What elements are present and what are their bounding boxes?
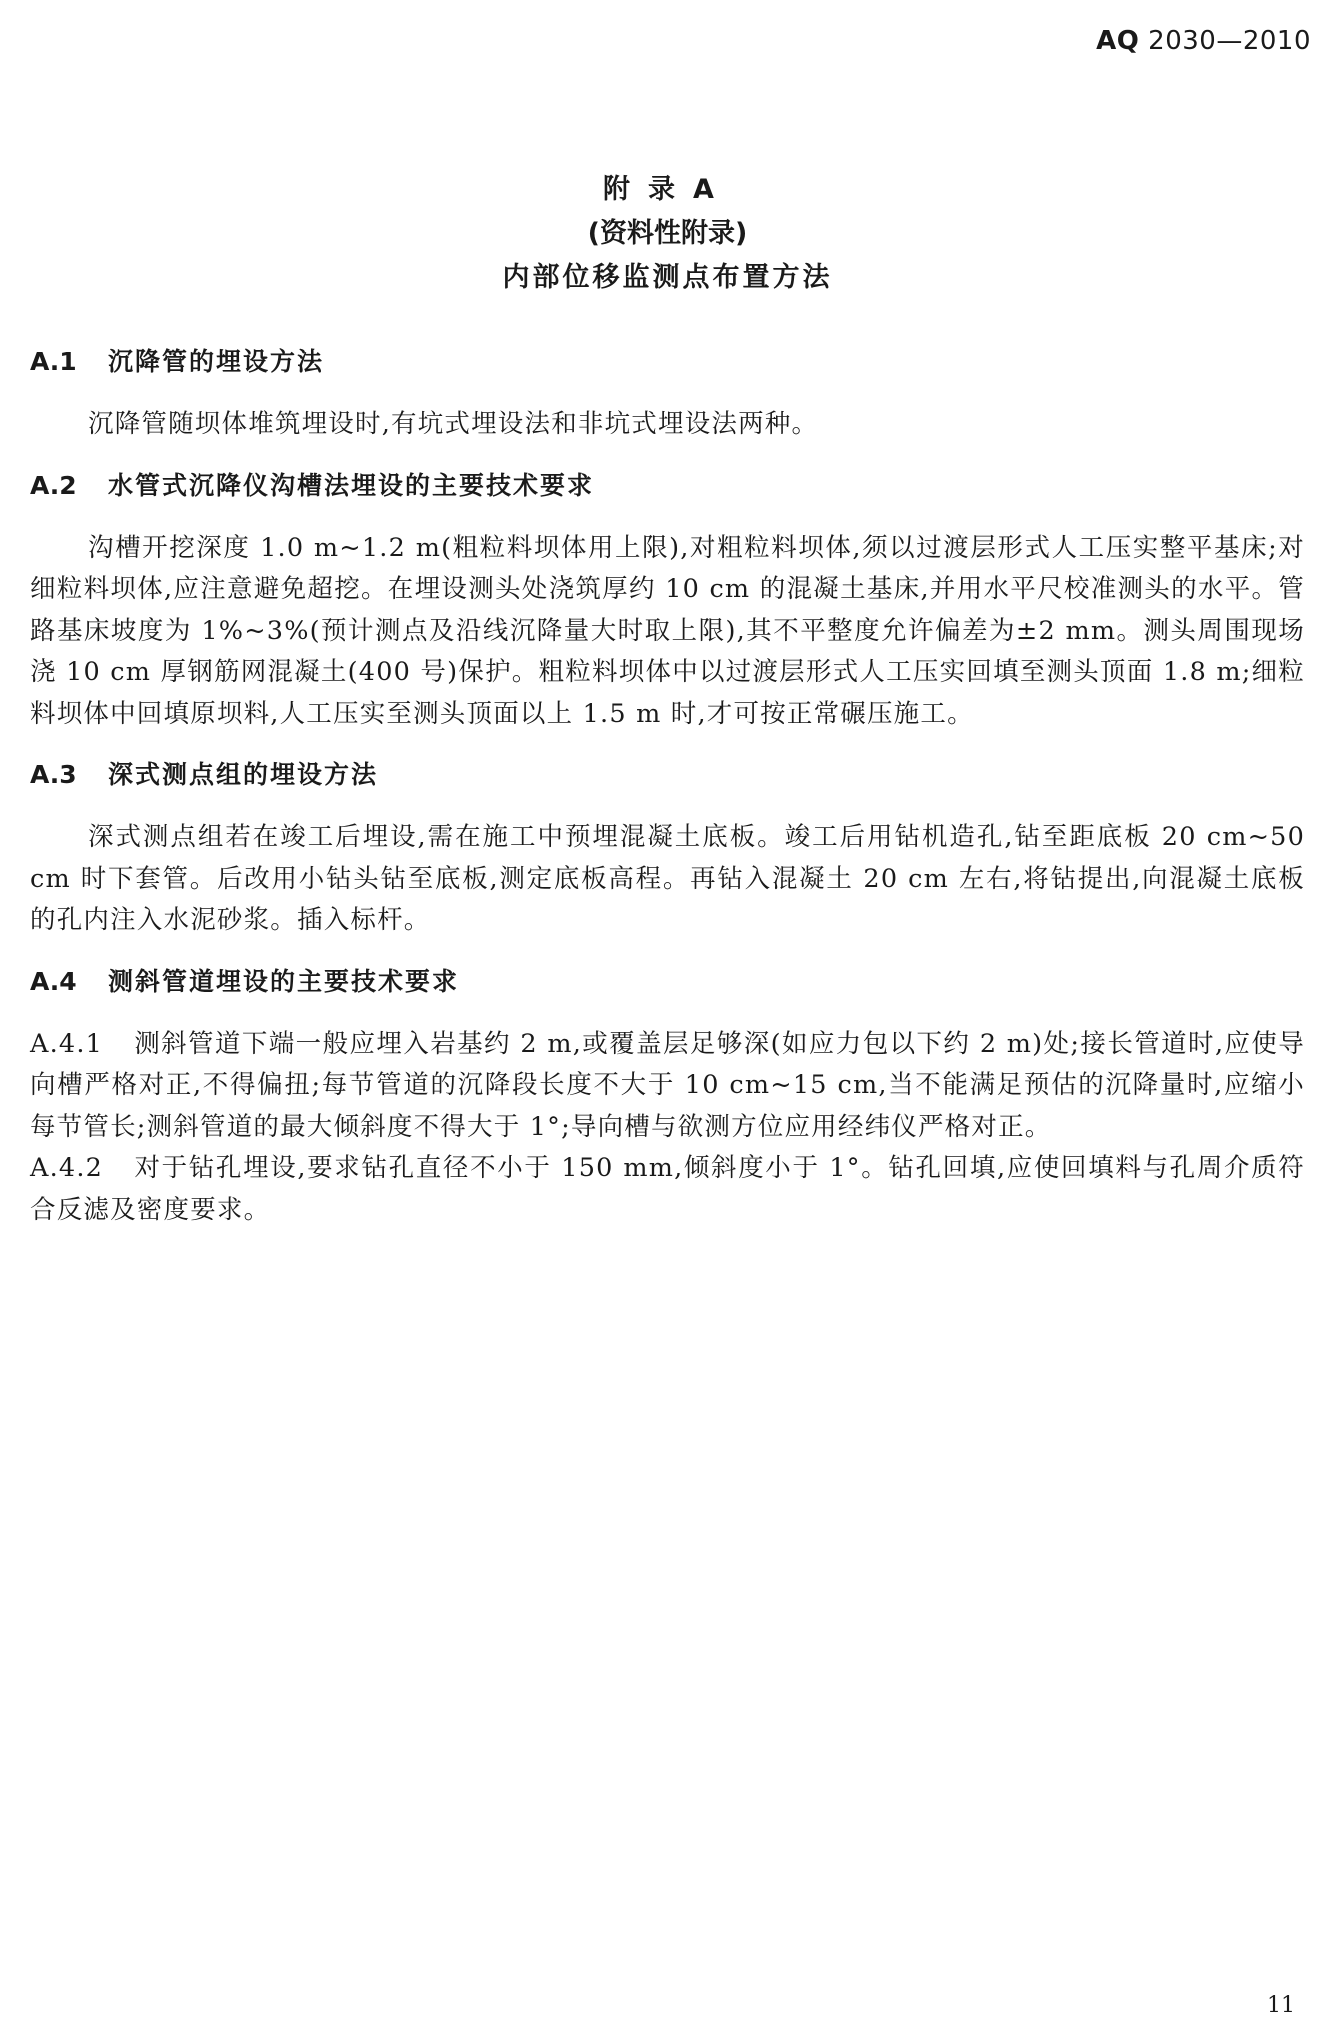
section-title: 深式测点组的埋设方法 [108,760,379,789]
section-number: A.2 [30,470,77,500]
section-number: A.1 [30,347,77,376]
annex-title: 附录A [603,174,732,205]
section-title: 沉降管的埋设方法 [108,347,325,376]
clause-number: A.4.2 [30,1153,104,1183]
section-number: A.4 [30,966,77,996]
paragraph-a2: 沟槽开挖深度 1.0 m~1.2 m(粗粒料坝体用上限),对粗粒料坝体,须以过渡层形式人工压实整平基床;对细粒料坝体,应注意避免超挖。在埋设测头处浇筑厚约 10 cm 的混凝土基床,并用水平尺校准测头的水平。管路基床坡度为 1%~3%(预计测点及沿线沉降量大时取上限),其不平整度允许偏差为±2 mm。测头周围现场浇 10 cm 厚钢筋网混凝土(400 号)保护。粗粒料坝体中以过渡层形式人工压实回填至测头顶面 1.8 m;细粒料坝体中回填原坝料,人工压实至测头顶面以上 1.5 m 时,才可按正常碾压施工。 [30,532,1305,729]
standard-code-number: 2030—2010 [1139,26,1311,56]
section-number: A.3 [30,760,77,789]
paragraph-a3: 深式测点组若在竣工后埋设,需在施工中预埋混凝土底板。竣工后用钻机造孔,钻至距底板 20 cm~50 cm 时下套管。后改用小钻头钻至底板,测定底板高程。再钻入混凝土 20 cm 左右,将钻提出,向混凝土底板的孔内注入水泥砂浆。插入标杆。 [30,822,1305,935]
clause-a4-2 [30,1148,1305,1231]
section-heading-a4 [30,962,1305,1002]
section-heading-a1 [30,342,1305,382]
annex-type: (资料性附录) [587,218,748,249]
standard-code-prefix: AQ [1096,26,1140,56]
annex-heading [0,168,1335,300]
section-heading-a2 [30,466,1305,506]
annex-name: 内部位移监测点布置方法 [502,262,833,293]
page-number: 11 [1267,1993,1295,2018]
section-heading-a3 [30,755,1305,795]
clause-text: 对于钻孔埋设,要求钻孔直径不小于 150 mm,倾斜度小于 1°。钻孔回填,应使回填料与孔周介质符合反滤及密度要求。 [30,1153,1305,1225]
paragraph-a1: 沉降管随坝体堆筑埋设时,有坑式埋设法和非坑式埋设法两种。 [88,409,819,439]
section-title: 水管式沉降仪沟槽法埋设的主要技术要求 [108,470,595,500]
standard-code [1096,26,1311,56]
clause-a4-1 [30,1024,1305,1149]
section-title: 测斜管道埋设的主要技术要求 [108,966,460,996]
document-body [30,342,1305,1231]
clause-text: 测斜管道下端一般应埋入岩基约 2 m,或覆盖层足够深(如应力包以下约 2 m)处;接长管道时,应使导向槽严格对正,不得偏扭;每节管道的沉降段长度不大于 10 cm~15 cm,当不能满足预估的沉降量时,应缩小每节管长;测斜管道的最大倾斜度不得大于 1°;导向槽与欲测方位应用经纬仪严格对正。 [30,1028,1305,1142]
clause-number: A.4.1 [30,1028,104,1059]
